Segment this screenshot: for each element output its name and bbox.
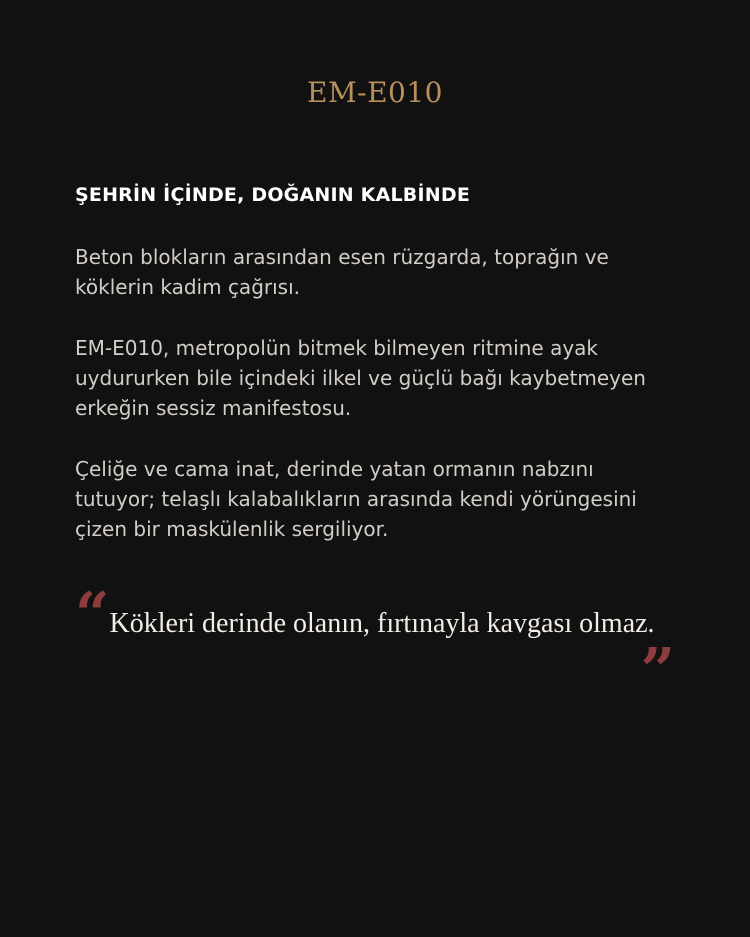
paragraph-1: Beton blokların arasından esen rüzgarda, toprağın ve köklerin kadim çağrısı. xyxy=(75,245,609,299)
paragraph-3: Çeliğe ve cama inat, derinde yatan ormanın nabzını tutuyor; telaşlı kalabalıkların arasında kendi yörüngesini çizen bir maskülenlik sergiliyor. xyxy=(75,457,637,541)
product-title: EM-E010 xyxy=(307,76,443,109)
close-quote-icon: ” xyxy=(640,636,675,706)
quote-text: Kökleri derinde olanın, fırtınayla kavgası olmaz. xyxy=(109,608,655,639)
paragraph-2: EM-E010, metropolün bitmek bilmeyen ritmine ayak uydururken bile içindeki ilkel ve güçlü bağı kaybetmeyen erkeğin sessiz manifestosu. xyxy=(75,336,646,420)
section-heading: ŞEHRİN İÇİNDE, DOĞANIN KALBİNDE xyxy=(75,184,470,206)
quote-text-wrapper xyxy=(75,580,675,650)
quote-block xyxy=(75,580,675,706)
description-section xyxy=(75,184,675,575)
open-quote-icon: “ xyxy=(75,580,110,650)
